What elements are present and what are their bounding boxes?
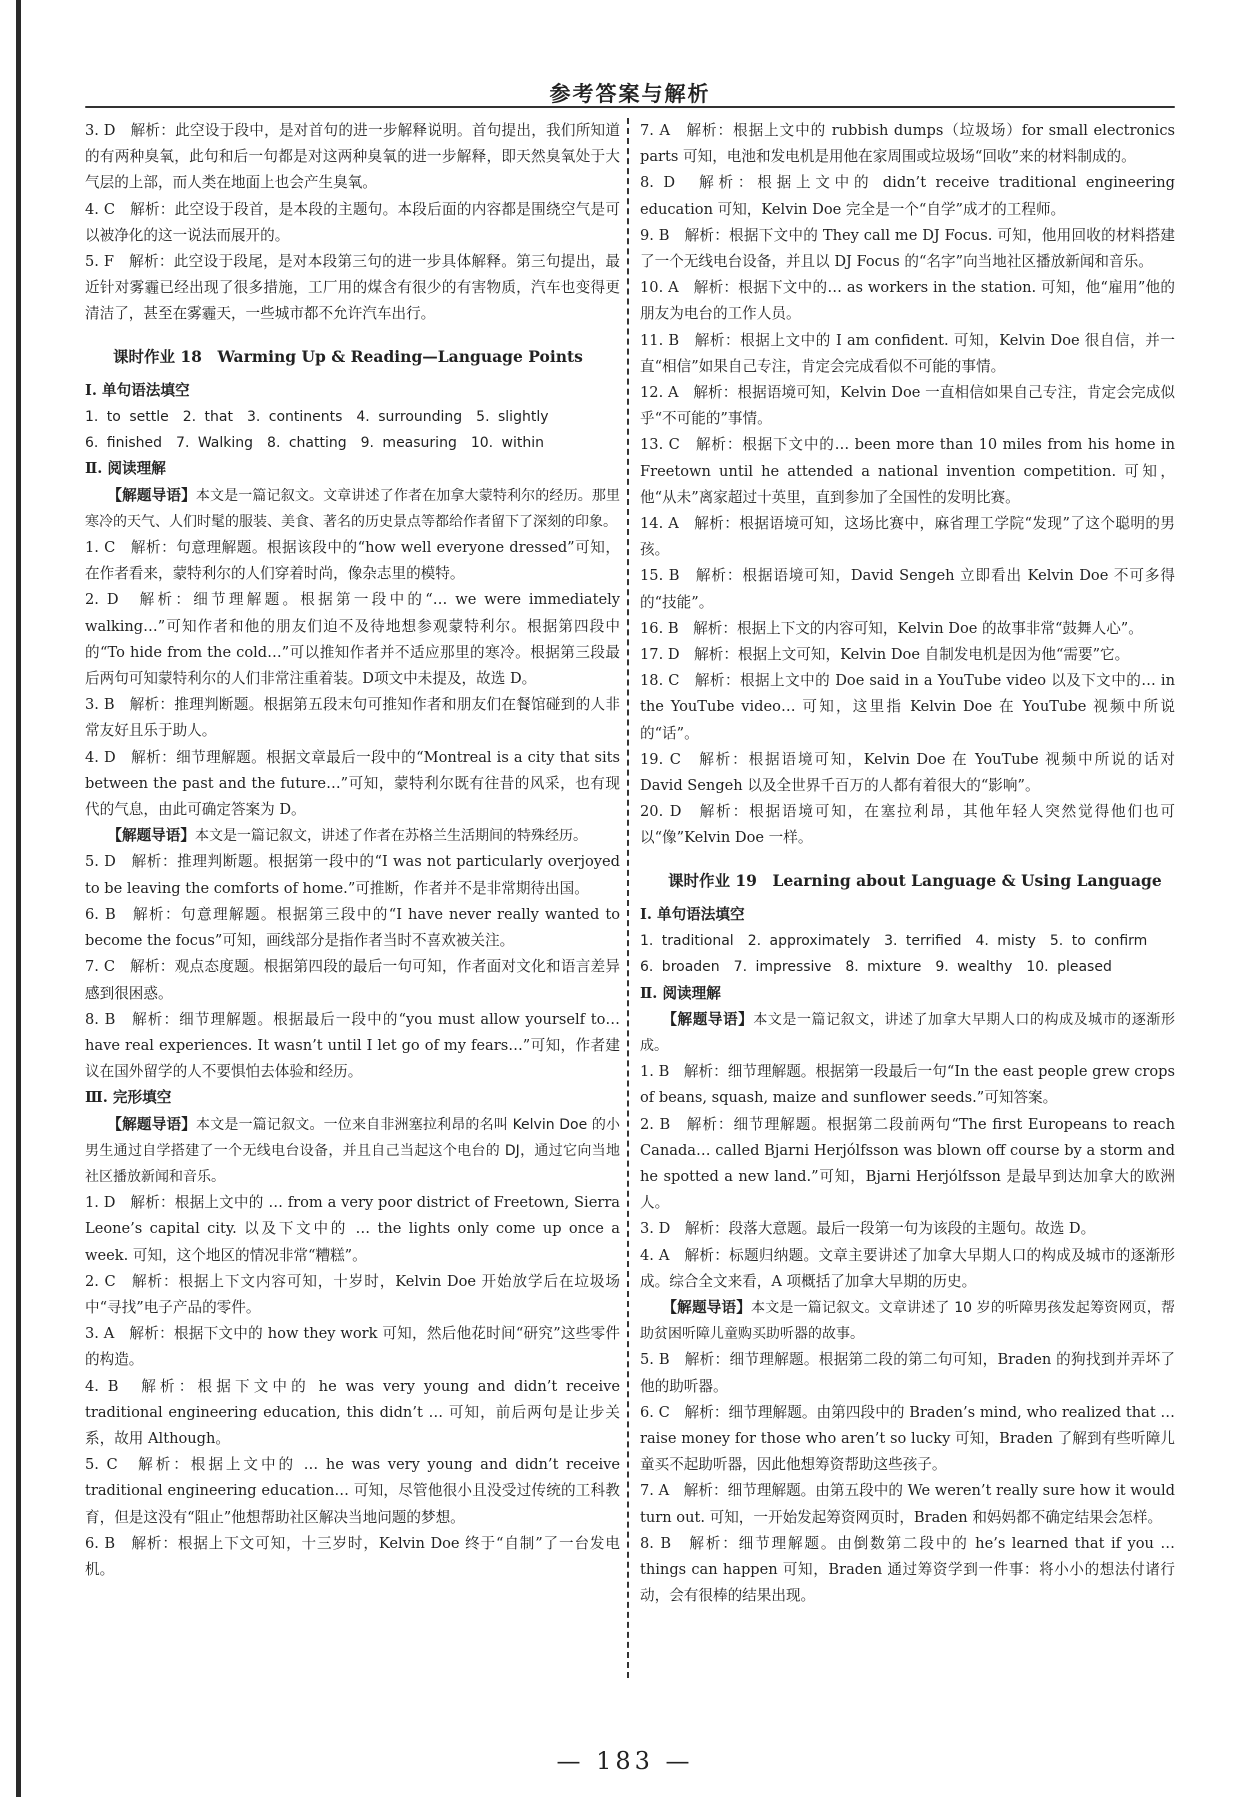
section-heading: Ⅰ. 单句语法填空 (85, 381, 190, 399)
lesson-19-title: 课时作业 19 Learning about Language & Using Language (668, 870, 1162, 890)
answer-item: 7. A 解析：细节理解题。由第五段中的 We weren’t really sure how it would turn out. 可知，一开始发起筹资网页时，Braden 和妈妈都不确定结果会怎样。 (640, 1482, 1175, 1526)
answer-item: 18. C 解析：根据上文中的 Doe said in a YouTube video 以及下文中的… in the YouTube video… 可知，这里指 Kelvin Doe 在 YouTube 视频中所说的“话”。 (640, 672, 1175, 742)
guide-label: 【解题导语】 (107, 486, 196, 504)
answer-item: 1. C 解析：句意理解题。根据该段中的“how well everyone dressed”可知，在作者看来，蒙特利尔的人们穿着时尚，像杂志里的模特。 (85, 539, 620, 583)
guide-body: 本文是一篇记叙文，讲述了作者在苏格兰生活期间的特殊经历。 (194, 828, 587, 845)
blanks-line: 1. to settle 2. that 3. continents 4. surrounding 5. slightly (85, 409, 549, 426)
answer-item: 11. B 解析：根据上文中的 I am confident. 可知，Kelvin Doe 很自信，并一直“相信”如果自己专注，肯定会完成看似不可能的事情。 (640, 331, 1175, 375)
answer-item: 3. D 解析：此空设于段中，是对首句的进一步解释说明。首句提出，我们所知道的有两种臭氧，此句和后一句都是对这两种臭氧的进一步解释，即天然臭氧处于大气层的上部，而人类在地面上也会产生臭氧。 (85, 122, 620, 192)
answer-item: 3. B 解析：推理判断题。根据第五段末句可推知作者和朋友们在餐馆碰到的人非常友好且乐于助人。 (85, 696, 620, 740)
answer-item: 5. F 解析：此空设于段尾，是对本段第三句的进一步具体解释。第三句提出，最近针对雾霾已经出现了很多措施，工厂用的煤含有很少的有害物质，汽车也变得更清洁了，甚至在雾霾天，一些城市都不允许汽车出行。 (85, 253, 620, 323)
header-rule (85, 106, 1175, 108)
answer-item: 2. C 解析：根据上下文内容可知，十岁时，Kelvin Doe 开始放学后在垃圾场中“寻找”电子产品的零件。 (85, 1272, 620, 1316)
guide-label: 【解题导语】 (107, 827, 195, 845)
guide-text (640, 1295, 1175, 1347)
answer-item: 6. B 解析：根据上下文可知，十三岁时，Kelvin Doe 终于“自制”了一台发电机。 (85, 1534, 620, 1578)
answer-item: 2. D 解析：细节理解题。根据第一段中的“… we were immediately walking…”可知作者和他的朋友们迫不及待地想参观蒙特利尔。根据第四段中的“To hide from the cold…”可以推知作者并不适应那里的寒冷。根据第三段最后两句可知蒙特利尔的人们非常注重着装。D项文中未提及，故选 D。 (85, 591, 620, 688)
answer-item: 8. B 解析：细节理解题。由倒数第二段中的 he’s learned that if you … things can happen 可知，Braden 通过筹资学到一件事：将小小的想法付诸行动，会有很棒的结果出现。 (640, 1534, 1175, 1605)
answer-item: 13. C 解析：根据下文中的… been more than 10 miles from his home in Freetown until he attended a national invention competition. 可知，他“从未”离家超过十英里，直到参加了全国性的发明比赛。 (640, 436, 1175, 506)
guide-label: 【解题导语】 (662, 1010, 754, 1028)
answer-item: 14. A 解析：根据语境可知，这场比赛中，麻省理工学院“发现”了这个聪明的男孩。 (640, 515, 1175, 559)
section-heading: Ⅲ. 完形填空 (85, 1089, 172, 1107)
answer-item: 10. A 解析：根据下文中的… as workers in the station. 可知，他“雇用”他的朋友为电台的工作人员。 (640, 279, 1175, 323)
binding-bar (16, 0, 21, 1797)
answer-item: 7. C 解析：观点态度题。根据第四段的最后一句可知，作者面对文化和语言差异感到很困惑。 (85, 958, 620, 1002)
answer-item: 6. B 解析：句意理解题。根据第三段中的“I have never really wanted to become the focus”可知，画线部分是指作者当时不喜欢被关注。 (85, 905, 620, 950)
section-heading: Ⅱ. 阅读理解 (85, 460, 166, 478)
answer-item: 1. B 解析：细节理解题。根据第一段最后一句“In the east people grew crops of beans, squash, maize and sunflower seeds.”可知答案。 (640, 1063, 1175, 1107)
page-title: 参考答案与解析 (549, 81, 711, 106)
answer-item: 4. B 解析：根据下文中的 he was very young and didn’t receive traditional engineering education, this didn’t … 可知，前后两句是让步关系，故用 Although。 (85, 1377, 620, 1447)
answer-item: 8. D 解析：根据上文中的 didn’t receive traditional engineering education 可知，Kelvin Doe 完全是一个“自学”成才的工程师。 (640, 174, 1175, 218)
page-header (85, 78, 1175, 110)
answer-item: 6. C 解析：细节理解题。由第四段中的 Braden’s mind, who realized that … raise money for those who aren’t so lucky 可知，Braden 了解到有些听障儿童买不起助听器，因此他想筹资帮助这些孩子。 (640, 1403, 1175, 1474)
answer-item: 20. D 解析：根据语境可知，在塞拉利昂，其他年轻人突然觉得他们也可以“像”Kelvin Doe 一样。 (640, 803, 1175, 847)
blanks-line: 1. traditional 2. approximately 3. terrified 4. misty 5. to confirm (640, 933, 1148, 950)
blanks-line: 6. broaden 7. impressive 8. mixture 9. wealthy 10. pleased (640, 959, 1112, 976)
column-divider (627, 118, 629, 1678)
answer-item: 16. B 解析：根据上下文的内容可知，Kelvin Doe 的故事非常“鼓舞人心”。 (640, 619, 1143, 637)
lesson-18-title: 课时作业 18 Warming Up & Reading—Language Points (113, 346, 583, 366)
answer-item: 8. B 解析：细节理解题。根据最后一段中的“you must allow yourself to… have real experiences. It wasn’t until I let go of my fears…”可知，作者建议在国外留学的人不要惧怕去体验和经历。 (85, 1010, 620, 1081)
answer-item: 4. D 解析：细节理解题。根据文章最后一段中的“Montreal is a city that sits between the past and the future…”可知，蒙特利尔既有往昔的风采，也有现代的气息，由此可确定答案为 D。 (85, 748, 620, 819)
guide-label: 【解题导语】 (107, 1115, 197, 1133)
answer-item: 3. A 解析：根据下文中的 how they work 可知，然后他花时间“研究”这些零件的构造。 (85, 1325, 620, 1369)
guide-text (85, 483, 620, 535)
answer-item: 19. C 解析：根据语境可知，Kelvin Doe 在 YouTube 视频中所说的话对 David Sengeh 以及全世界千百万的人都有着很大的“影响”。 (640, 750, 1175, 795)
guide-body: 本文是一篇记叙文。一位来自非洲塞拉利昂的名叫 Kelvin Doe 的小男生通过自学搭建了一个无线电台设备，并且自己当起这个电台的 DJ，通过它向当地社区播放新闻和音乐。 (85, 1116, 620, 1185)
guide-label: 【解题导语】 (662, 1298, 752, 1316)
guide-body: 本文是一篇记叙文。文章讲述了作者在加拿大蒙特利尔的经历。那里寒冷的天气、人们时髦的服装、美食、著名的历史景点等都给作者留下了深刻的印象。 (85, 487, 620, 530)
answer-item: 2. B 解析：细节理解题。根据第二段前两句“The first Europeans to reach Canada… called Bjarni Herjólfsson was blown off course by a storm and he spotted a new land.”可知，Bjarni Herjólfsson 是最早到达加拿大的欧洲人。 (640, 1115, 1175, 1212)
guide-body: 本文是一篇记叙文，讲述了加拿大早期人口的构成及城市的逐渐形成。 (640, 1011, 1175, 1054)
guide-text (640, 1007, 1175, 1059)
blanks-line: 6. finished 7. Walking 8. chatting 9. measuring 10. within (85, 435, 545, 452)
answer-item: 5. B 解析：细节理解题。根据第二段的第二句可知，Braden 的狗找到并弄坏了他的助听器。 (640, 1351, 1175, 1395)
answer-item: 12. A 解析：根据语境可知，Kelvin Doe 一直相信如果自己专注，肯定会完成似乎“不可能的”事情。 (640, 384, 1175, 428)
page-number: — 183 — (556, 1747, 694, 1775)
section-heading: Ⅱ. 阅读理解 (640, 984, 721, 1002)
answer-item: 3. D 解析：段落大意题。最后一段第一句为该段的主题句。故选 D。 (640, 1220, 1096, 1238)
answer-item: 5. D 解析：推理判断题。根据第一段中的“I was not particularly overjoyed to be leaving the comforts of home.”可推断，作者并不是非常期待出国。 (85, 853, 620, 897)
guide-text (85, 1112, 620, 1191)
answer-item: 4. C 解析：此空设于段首，是本段的主题句。本段后面的内容都是围绕空气是可以被净化的这一说法而展开的。 (85, 200, 620, 244)
answer-item: 5. C 解析：根据上文中的 … he was very young and didn’t receive traditional engineering education… 可知，尽管他很小且没受过传统的工科教育，但是这没有“阻止”他想帮助社区解决当地问题的梦想。 (85, 1456, 620, 1526)
right-column (640, 118, 1175, 1609)
left-column (85, 118, 620, 1583)
answer-item: 7. A 解析：根据上文中的 rubbish dumps（垃圾场）for small electronics parts 可知，电池和发电机是用他在家周围或垃圾场“回收”来的材料制成的。 (640, 122, 1175, 166)
answer-item: 4. A 解析：标题归纳题。文章主要讲述了加拿大早期人口的构成及城市的逐渐形成。综合全文来看，A 项概括了加拿大早期的历史。 (640, 1246, 1175, 1290)
guide-body: 本文是一篇记叙文。文章讲述了 10 岁的听障男孩发起筹资网页，帮助贫困听障儿童购买助听器的故事。 (640, 1299, 1175, 1343)
answer-item: 17. D 解析：根据上文可知，Kelvin Doe 自制发电机是因为他“需要”它。 (640, 646, 1130, 664)
answer-item: 9. B 解析：根据下文中的 They call me DJ Focus. 可知，他用回收的材料搭建了一个无线电台设备，并且以 DJ Focus 的“名字”向当地社区播放新闻和音乐。 (640, 226, 1175, 271)
answer-item: 15. B 解析：根据语境可知，David Sengeh 立即看出 Kelvin Doe 不可多得的“技能”。 (640, 567, 1175, 611)
answer-item: 1. D 解析：根据上文中的 … from a very poor district of Freetown, Sierra Leone’s capital city. 以及下文中的 … the lights only come up once a week. 可知，这个地区的情况非常“糟糕”。 (85, 1194, 620, 1264)
section-heading: Ⅰ. 单句语法填空 (640, 905, 745, 923)
guide-text (85, 823, 620, 849)
